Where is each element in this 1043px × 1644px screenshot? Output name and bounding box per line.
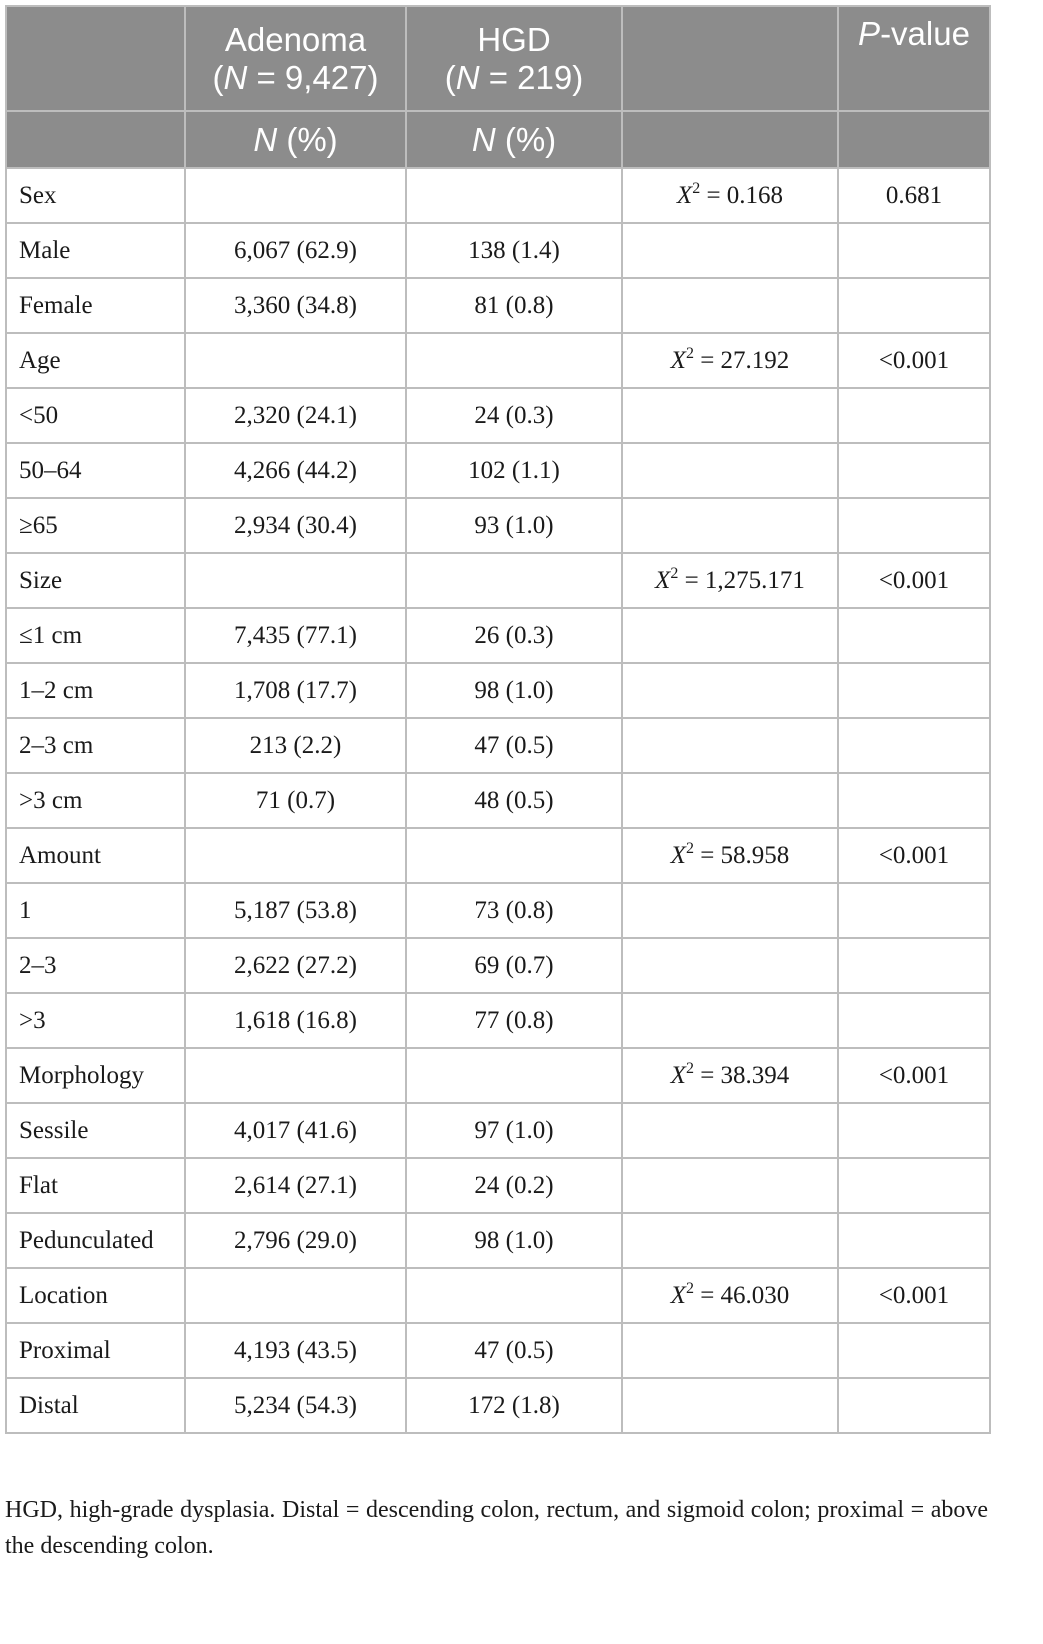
hgd-cell: 138 (1.4) xyxy=(406,223,622,278)
chi-symbol: X xyxy=(670,1061,686,1089)
chi-square-cell xyxy=(622,278,838,333)
chi-square-cell xyxy=(622,168,838,223)
chi-square-cell xyxy=(622,938,838,993)
p-value-cell xyxy=(838,938,990,993)
table-row xyxy=(6,1323,990,1378)
table-row xyxy=(6,938,990,993)
row-label-cell: ≥65 xyxy=(6,498,185,553)
hgd-cell: 24 (0.2) xyxy=(406,1158,622,1213)
row-label-cell: 2–3 xyxy=(6,938,185,993)
table-row xyxy=(6,773,990,828)
header-empty-cell xyxy=(838,111,990,168)
chi-square-cell xyxy=(622,553,838,608)
chi-square-cell xyxy=(622,1048,838,1103)
row-label-cell: Flat xyxy=(6,1158,185,1213)
chi-exponent: 2 xyxy=(685,344,694,362)
table-row xyxy=(6,1048,990,1103)
hgd-cell xyxy=(406,828,622,883)
chi-symbol: X xyxy=(655,566,671,594)
chi-square-cell xyxy=(622,223,838,278)
hgd-cell: 98 (1.0) xyxy=(406,663,622,718)
p-value-cell xyxy=(838,883,990,938)
p-value-cell xyxy=(838,993,990,1048)
chi-square-cell xyxy=(622,498,838,553)
adenoma-cell xyxy=(185,168,406,223)
p-value-cell xyxy=(838,1158,990,1213)
hgd-cell: 97 (1.0) xyxy=(406,1103,622,1158)
table-body xyxy=(6,168,990,1433)
chi-square-cell xyxy=(622,773,838,828)
p-value-cell xyxy=(838,1323,990,1378)
chi-square-cell xyxy=(622,1378,838,1433)
chi-exponent: 2 xyxy=(692,179,701,197)
header-row-2 xyxy=(6,111,990,168)
chi-square-cell xyxy=(622,1213,838,1268)
header-adenoma-name: Adenoma xyxy=(224,20,367,58)
row-label-cell: 1 xyxy=(6,883,185,938)
table-row xyxy=(6,718,990,773)
adenoma-cell: 2,796 (29.0) xyxy=(185,1213,406,1268)
p-value-cell: 0.681 xyxy=(838,168,990,223)
header-row-1 xyxy=(6,6,990,111)
row-label-cell: Pedunculated xyxy=(6,1213,185,1268)
hgd-cell: 24 (0.3) xyxy=(406,388,622,443)
row-label-cell: Location xyxy=(6,1268,185,1323)
p-value-cell xyxy=(838,1213,990,1268)
header-empty-cell xyxy=(6,6,185,111)
table-row xyxy=(6,443,990,498)
adenoma-cell: 213 (2.2) xyxy=(185,718,406,773)
hgd-cell: 73 (0.8) xyxy=(406,883,622,938)
table-row xyxy=(6,663,990,718)
row-label-cell: Morphology xyxy=(6,1048,185,1103)
p-value-cell xyxy=(838,663,990,718)
table-header xyxy=(6,6,990,168)
chi-symbol: X xyxy=(670,346,686,374)
p-value-cell xyxy=(838,278,990,333)
table-row xyxy=(6,883,990,938)
p-value-cell xyxy=(838,1103,990,1158)
chi-symbol: X xyxy=(676,181,693,209)
adenoma-cell xyxy=(185,1268,406,1323)
hgd-cell xyxy=(406,553,622,608)
adenoma-cell xyxy=(185,333,406,388)
chi-square-cell xyxy=(622,993,838,1048)
table-row xyxy=(6,223,990,278)
table-row xyxy=(6,553,990,608)
row-label-cell: 1–2 cm xyxy=(6,663,185,718)
adenoma-cell: 1,618 (16.8) xyxy=(185,993,406,1048)
row-label-cell: Sessile xyxy=(6,1103,185,1158)
hgd-cell xyxy=(406,1048,622,1103)
table-row xyxy=(6,993,990,1048)
adenoma-cell: 2,622 (27.2) xyxy=(185,938,406,993)
adenoma-cell: 2,934 (30.4) xyxy=(185,498,406,553)
row-label-cell: >3 cm xyxy=(6,773,185,828)
header-hgd xyxy=(406,6,622,111)
p-value-cell: <0.001 xyxy=(838,1048,990,1103)
row-label-cell: Female xyxy=(6,278,185,333)
chi-square-cell xyxy=(622,443,838,498)
hgd-cell: 47 (0.5) xyxy=(406,718,622,773)
adenoma-cell: 4,266 (44.2) xyxy=(185,443,406,498)
row-label-cell: Male xyxy=(6,223,185,278)
chi-square-cell xyxy=(622,883,838,938)
header-pvalue-label: P-value xyxy=(858,15,970,52)
p-value-cell xyxy=(838,1378,990,1433)
chi-square-cell xyxy=(622,1103,838,1158)
chi-value: = 46.030 xyxy=(693,1281,790,1309)
hgd-cell xyxy=(406,1268,622,1323)
table-row xyxy=(6,168,990,223)
row-label-cell: <50 xyxy=(6,388,185,443)
hgd-cell xyxy=(406,168,622,223)
hgd-cell: 81 (0.8) xyxy=(406,278,622,333)
header-adenoma-count: (N = 9,427) xyxy=(212,58,379,96)
header-adenoma-sub: N (%) xyxy=(185,111,406,168)
p-value-cell xyxy=(838,773,990,828)
hgd-cell: 69 (0.7) xyxy=(406,938,622,993)
table-row xyxy=(6,608,990,663)
table-row xyxy=(6,388,990,443)
table-row xyxy=(6,1268,990,1323)
chi-square-cell xyxy=(622,333,838,388)
row-label-cell: Amount xyxy=(6,828,185,883)
hgd-cell: 77 (0.8) xyxy=(406,993,622,1048)
chi-square-cell xyxy=(622,828,838,883)
header-hgd-sub: N (%) xyxy=(406,111,622,168)
table-footnote: HGD, high-grade dysplasia. Distal = descending colon, rectum, and sigmoid colon; proximal = above the descending colon. xyxy=(5,1497,988,1559)
chi-square-cell xyxy=(622,388,838,443)
chi-square-cell xyxy=(622,663,838,718)
header-adenoma xyxy=(185,6,406,111)
hgd-cell: 98 (1.0) xyxy=(406,1213,622,1268)
chi-value: = 38.394 xyxy=(693,1061,790,1089)
table-container xyxy=(5,5,989,1434)
header-pvalue xyxy=(838,6,990,111)
row-label-cell: ≤1 cm xyxy=(6,608,185,663)
p-value-cell xyxy=(838,388,990,443)
p-value-cell xyxy=(838,498,990,553)
adenoma-cell: 1,708 (17.7) xyxy=(185,663,406,718)
table-row xyxy=(6,333,990,388)
adenoma-cell: 5,187 (53.8) xyxy=(185,883,406,938)
hgd-cell: 48 (0.5) xyxy=(406,773,622,828)
hgd-cell xyxy=(406,333,622,388)
table-row xyxy=(6,498,990,553)
p-value-cell: <0.001 xyxy=(838,1268,990,1323)
chi-square-cell xyxy=(622,1323,838,1378)
chi-square-cell xyxy=(622,1158,838,1213)
adenoma-cell: 4,193 (43.5) xyxy=(185,1323,406,1378)
header-empty-cell xyxy=(6,111,185,168)
header-hgd-count: (N = 219) xyxy=(444,58,584,96)
adenoma-cell xyxy=(185,828,406,883)
p-value-cell xyxy=(838,718,990,773)
hgd-cell: 102 (1.1) xyxy=(406,443,622,498)
chi-square-cell xyxy=(622,1268,838,1323)
adenoma-cell xyxy=(185,553,406,608)
p-value-cell xyxy=(838,608,990,663)
table-row xyxy=(6,828,990,883)
row-label-cell: Sex xyxy=(6,168,185,223)
chi-square-cell xyxy=(622,608,838,663)
adenoma-cell: 5,234 (54.3) xyxy=(185,1378,406,1433)
p-value-cell: <0.001 xyxy=(838,828,990,883)
row-label-cell: Proximal xyxy=(6,1323,185,1378)
header-hgd-name: HGD xyxy=(477,20,551,58)
header-chi-cell xyxy=(622,6,838,111)
hgd-cell: 26 (0.3) xyxy=(406,608,622,663)
chi-square-cell xyxy=(622,718,838,773)
row-label-cell: Size xyxy=(6,553,185,608)
row-label-cell: 50–64 xyxy=(6,443,185,498)
row-label-cell: 2–3 cm xyxy=(6,718,185,773)
data-table xyxy=(5,5,991,1434)
p-value-cell xyxy=(838,223,990,278)
header-empty-cell xyxy=(622,111,838,168)
table-row xyxy=(6,278,990,333)
row-label-cell: >3 xyxy=(6,993,185,1048)
chi-exponent: 2 xyxy=(685,839,694,857)
table-row xyxy=(6,1378,990,1433)
row-label-cell: Age xyxy=(6,333,185,388)
hgd-cell: 93 (1.0) xyxy=(406,498,622,553)
table-row xyxy=(6,1158,990,1213)
chi-value: = 0.168 xyxy=(700,181,784,209)
p-value-cell: <0.001 xyxy=(838,553,990,608)
chi-value: = 27.192 xyxy=(693,346,790,374)
chi-exponent: 2 xyxy=(685,1279,694,1297)
adenoma-cell: 4,017 (41.6) xyxy=(185,1103,406,1158)
chi-symbol: X xyxy=(670,1281,686,1309)
hgd-cell: 172 (1.8) xyxy=(406,1378,622,1433)
p-value-cell: <0.001 xyxy=(838,333,990,388)
chi-value: = 58.958 xyxy=(693,841,790,869)
adenoma-cell: 6,067 (62.9) xyxy=(185,223,406,278)
adenoma-cell xyxy=(185,1048,406,1103)
adenoma-cell: 2,614 (27.1) xyxy=(185,1158,406,1213)
chi-exponent: 2 xyxy=(685,1059,694,1077)
chi-exponent: 2 xyxy=(670,564,679,582)
table-row xyxy=(6,1103,990,1158)
adenoma-cell: 7,435 (77.1) xyxy=(185,608,406,663)
adenoma-cell: 3,360 (34.8) xyxy=(185,278,406,333)
chi-symbol: X xyxy=(670,841,686,869)
table-row xyxy=(6,1213,990,1268)
hgd-cell: 47 (0.5) xyxy=(406,1323,622,1378)
adenoma-cell: 2,320 (24.1) xyxy=(185,388,406,443)
p-value-cell xyxy=(838,443,990,498)
chi-value: = 1,275.171 xyxy=(678,566,805,594)
row-label-cell: Distal xyxy=(6,1378,185,1433)
adenoma-cell: 71 (0.7) xyxy=(185,773,406,828)
